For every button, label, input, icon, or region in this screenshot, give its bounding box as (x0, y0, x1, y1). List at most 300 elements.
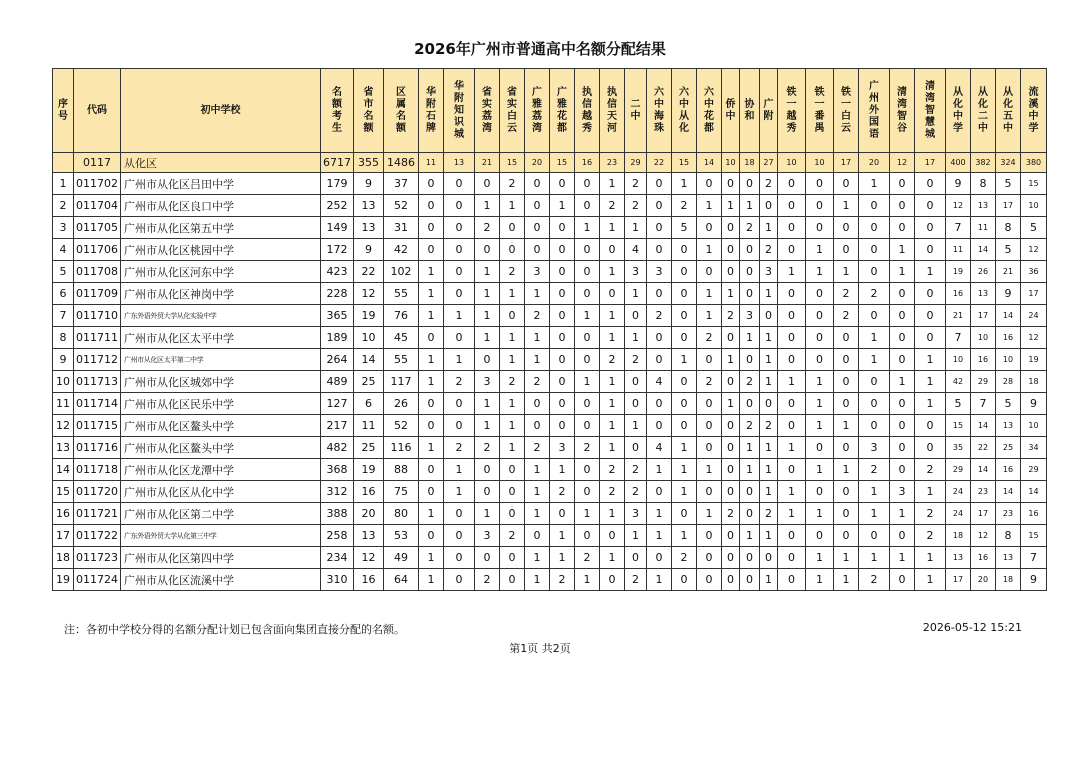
table-cell: 2 (760, 173, 778, 195)
table-cell: 0 (740, 547, 760, 569)
table-cell: 0 (806, 525, 834, 547)
column-header (121, 69, 321, 153)
table-cell: 0 (550, 173, 575, 195)
table-cell: 55 (384, 283, 419, 305)
table-cell: 18 (996, 569, 1021, 591)
table-cell: 2 (722, 305, 740, 327)
column-header-label: 广雅花都 (557, 86, 567, 134)
table-cell: 19 (1021, 349, 1047, 371)
column-header-label: 清湾智慧城 (925, 80, 935, 140)
table-cell: 广州市从化区龙潭中学 (121, 459, 321, 481)
table-cell: 6 (53, 283, 74, 305)
table-cell: 26 (971, 261, 996, 283)
table-cell: 0 (550, 327, 575, 349)
summary-cell: 15 (672, 153, 697, 173)
table-cell: 1 (419, 503, 444, 525)
table-cell: 0 (697, 415, 722, 437)
table-cell: 0 (600, 239, 625, 261)
table-cell: 0 (672, 503, 697, 525)
table-cell: 12 (53, 415, 74, 437)
table-cell: 1 (740, 525, 760, 547)
column-header (697, 69, 722, 153)
table-cell: 10 (996, 349, 1021, 371)
table-body (53, 153, 1047, 591)
table-cell: 2 (625, 459, 647, 481)
table-cell: 1 (722, 195, 740, 217)
table-cell: 264 (321, 349, 354, 371)
table-cell: 1 (740, 459, 760, 481)
table-cell: 0 (740, 569, 760, 591)
table-cell: 0 (575, 393, 600, 415)
table-cell: 1 (550, 525, 575, 547)
table-cell: 1 (419, 547, 444, 569)
table-cell: 0 (550, 305, 575, 327)
table-cell: 3 (760, 261, 778, 283)
table-cell: 1 (575, 503, 600, 525)
table-cell: 0 (806, 217, 834, 239)
table-cell: 0 (575, 459, 600, 481)
table-cell: 011713 (74, 371, 121, 393)
table-cell: 1 (525, 349, 550, 371)
table-cell: 23 (996, 503, 1021, 525)
column-header (834, 69, 859, 153)
table-cell: 1 (890, 503, 915, 525)
table-cell: 0 (550, 349, 575, 371)
table-cell: 2 (600, 349, 625, 371)
table-cell: 0 (419, 195, 444, 217)
table-cell: 2 (475, 569, 500, 591)
table-cell: 0 (419, 217, 444, 239)
column-header-label: 华附知识城 (454, 80, 464, 140)
table-cell: 0 (697, 393, 722, 415)
summary-cell: 355 (354, 153, 384, 173)
table-cell: 24 (946, 481, 971, 503)
summary-cell: 27 (760, 153, 778, 173)
table-cell: 172 (321, 239, 354, 261)
table-cell: 0 (915, 217, 946, 239)
table-cell: 1 (760, 481, 778, 503)
table-cell: 0 (915, 327, 946, 349)
table-cell: 0 (806, 305, 834, 327)
table-cell: 7 (53, 305, 74, 327)
table-cell: 0 (525, 525, 550, 547)
table-cell: 8 (996, 217, 1021, 239)
table-cell: 0 (834, 371, 859, 393)
column-header-label: 流溪中学 (1028, 86, 1039, 134)
table-cell: 1 (697, 239, 722, 261)
table-cell: 0 (778, 173, 806, 195)
column-header-label: 代码 (87, 104, 107, 116)
table-cell: 0 (722, 217, 740, 239)
table-cell: 0 (890, 459, 915, 481)
table-cell: 13 (946, 547, 971, 569)
table-cell: 0 (475, 349, 500, 371)
table-cell: 14 (971, 459, 996, 481)
table-cell: 0 (740, 503, 760, 525)
table-cell: 2 (500, 525, 525, 547)
table-cell: 0 (859, 217, 890, 239)
table-cell: 17 (53, 525, 74, 547)
table-cell: 1 (525, 569, 550, 591)
summary-cell: 1486 (384, 153, 419, 173)
table-cell: 217 (321, 415, 354, 437)
table-cell: 2 (625, 481, 647, 503)
table-cell: 0 (740, 173, 760, 195)
table-cell: 0 (697, 569, 722, 591)
table-cell: 1 (672, 349, 697, 371)
table-cell: 1 (806, 569, 834, 591)
table-cell: 0 (475, 239, 500, 261)
column-header-label: 清湾智谷 (897, 86, 907, 134)
table-cell: 0 (834, 327, 859, 349)
table-cell: 0 (575, 481, 600, 503)
table-cell: 1 (806, 261, 834, 283)
table-cell: 0 (697, 217, 722, 239)
table-cell: 011723 (74, 547, 121, 569)
column-header-label: 铁一白云 (841, 86, 851, 134)
table-cell: 0 (915, 305, 946, 327)
table-cell: 14 (996, 481, 1021, 503)
table-row (53, 195, 1047, 217)
table-cell: 0 (778, 283, 806, 305)
table-row (53, 327, 1047, 349)
table-cell: 19 (53, 569, 74, 591)
table-cell: 2 (500, 173, 525, 195)
table-cell: 12 (946, 195, 971, 217)
table-cell: 1 (525, 503, 550, 525)
table-cell: 9 (53, 349, 74, 371)
table-header (53, 69, 1047, 153)
table-cell: 0 (834, 503, 859, 525)
table-cell: 0 (444, 525, 475, 547)
table-cell: 0 (834, 393, 859, 415)
table-cell: 2 (760, 503, 778, 525)
table-cell: 36 (1021, 261, 1047, 283)
column-header-label: 省实荔湾 (482, 86, 492, 134)
table-cell: 0 (806, 327, 834, 349)
table-cell: 1 (500, 283, 525, 305)
table-cell: 1 (859, 349, 890, 371)
table-cell: 1 (915, 569, 946, 591)
table-cell: 1 (806, 415, 834, 437)
table-cell: 广东外语外贸大学从化实验中学 (121, 305, 321, 327)
summary-cell: 0117 (74, 153, 121, 173)
table-cell: 34 (1021, 437, 1047, 459)
table-cell: 52 (384, 195, 419, 217)
column-header-label: 从化二中 (978, 86, 988, 134)
table-cell: 0 (778, 415, 806, 437)
table-cell: 广州市从化区从化中学 (121, 481, 321, 503)
table-cell: 35 (946, 437, 971, 459)
table-cell: 14 (996, 305, 1021, 327)
column-header-label: 广附 (763, 98, 774, 122)
table-cell: 0 (647, 349, 672, 371)
table-cell: 3 (475, 525, 500, 547)
table-cell: 2 (625, 195, 647, 217)
summary-cell: 16 (575, 153, 600, 173)
table-cell: 1 (778, 261, 806, 283)
table-cell: 1 (647, 569, 672, 591)
page-title: 2026年广州市普通高中名额分配结果 (414, 40, 666, 58)
table-cell: 0 (890, 349, 915, 371)
table-cell: 16 (996, 327, 1021, 349)
table-cell: 15 (1021, 525, 1047, 547)
table-cell: 011712 (74, 349, 121, 371)
table-cell: 0 (525, 173, 550, 195)
table-cell: 127 (321, 393, 354, 415)
table-cell: 3 (525, 261, 550, 283)
table-cell: 1 (672, 173, 697, 195)
table-cell: 0 (550, 371, 575, 393)
table-cell: 0 (672, 371, 697, 393)
table-cell: 0 (859, 371, 890, 393)
table-cell: 1 (806, 239, 834, 261)
table-cell: 0 (722, 459, 740, 481)
table-cell: 011710 (74, 305, 121, 327)
table-cell: 1 (500, 195, 525, 217)
table-cell: 0 (722, 327, 740, 349)
table-cell: 0 (500, 459, 525, 481)
table-cell: 1 (859, 173, 890, 195)
table-row (53, 503, 1047, 525)
table-cell: 9 (996, 283, 1021, 305)
table-cell: 2 (740, 217, 760, 239)
table-cell: 16 (971, 547, 996, 569)
table-cell: 广州市从化区太平中学 (121, 327, 321, 349)
table-cell: 0 (722, 173, 740, 195)
summary-cell: 12 (890, 153, 915, 173)
column-header-label: 执信天河 (607, 86, 617, 134)
table-cell: 1 (890, 239, 915, 261)
table-cell: 1 (550, 195, 575, 217)
table-cell: 0 (890, 173, 915, 195)
table-cell: 0 (890, 327, 915, 349)
table-cell: 0 (890, 525, 915, 547)
table-cell: 1 (806, 459, 834, 481)
table-cell: 广州市从化区太平第二中学 (121, 349, 321, 371)
table-cell: 011721 (74, 503, 121, 525)
table-row (53, 217, 1047, 239)
table-cell: 0 (525, 239, 550, 261)
table-cell: 0 (575, 525, 600, 547)
table-cell: 0 (419, 393, 444, 415)
table-row (53, 371, 1047, 393)
column-header (859, 69, 890, 153)
table-cell: 0 (915, 437, 946, 459)
table-cell: 25 (354, 371, 384, 393)
table-cell: 258 (321, 525, 354, 547)
table-cell: 0 (778, 327, 806, 349)
table-cell: 0 (859, 305, 890, 327)
table-cell: 25 (996, 437, 1021, 459)
table-cell: 0 (778, 459, 806, 481)
table-row (53, 481, 1047, 503)
table-cell: 011724 (74, 569, 121, 591)
table-cell: 1 (475, 327, 500, 349)
table-cell: 21 (996, 261, 1021, 283)
table-cell: 19 (354, 459, 384, 481)
summary-cell: 10 (778, 153, 806, 173)
table-cell: 189 (321, 327, 354, 349)
table-cell: 0 (500, 481, 525, 503)
table-cell: 0 (722, 547, 740, 569)
table-cell: 0 (550, 239, 575, 261)
table-cell: 1 (444, 481, 475, 503)
table-cell: 1 (419, 261, 444, 283)
table-cell: 2 (600, 481, 625, 503)
table-cell: 7 (946, 217, 971, 239)
table-cell: 2 (647, 305, 672, 327)
table-cell: 1 (740, 195, 760, 217)
table-cell: 1 (697, 503, 722, 525)
table-cell: 0 (672, 261, 697, 283)
table-cell: 0 (444, 173, 475, 195)
table-cell: 1 (625, 283, 647, 305)
summary-cell: 11 (419, 153, 444, 173)
table-cell: 1 (600, 173, 625, 195)
table-cell: 0 (575, 195, 600, 217)
table-cell: 2 (53, 195, 74, 217)
table-cell: 2 (575, 547, 600, 569)
table-cell: 0 (647, 481, 672, 503)
table-cell: 0 (722, 239, 740, 261)
table-cell: 广州市从化区流溪中学 (121, 569, 321, 591)
table-cell: 53 (384, 525, 419, 547)
column-header (647, 69, 672, 153)
summary-cell: 380 (1021, 153, 1047, 173)
table-cell: 10 (354, 327, 384, 349)
table-cell: 0 (697, 261, 722, 283)
table-cell: 52 (384, 415, 419, 437)
table-cell: 12 (354, 283, 384, 305)
table-cell: 2 (672, 195, 697, 217)
table-cell: 1 (419, 283, 444, 305)
table-cell: 011720 (74, 481, 121, 503)
table-cell: 0 (834, 217, 859, 239)
column-header-label: 铁一越秀 (786, 86, 797, 134)
table-cell: 11 (354, 415, 384, 437)
table-cell: 0 (722, 525, 740, 547)
table-cell: 2 (550, 569, 575, 591)
summary-cell: 21 (475, 153, 500, 173)
table-cell: 15 (53, 481, 74, 503)
table-cell: 4 (647, 371, 672, 393)
table-cell: 1 (834, 569, 859, 591)
table-cell: 2 (859, 569, 890, 591)
table-cell: 0 (419, 415, 444, 437)
table-cell: 234 (321, 547, 354, 569)
table-cell: 1 (915, 481, 946, 503)
table-cell: 88 (384, 459, 419, 481)
table-cell: 2 (760, 239, 778, 261)
column-header-label: 侨中 (725, 98, 736, 122)
column-header-label: 初中学校 (200, 104, 241, 116)
column-header (53, 69, 74, 153)
allocation-table (52, 68, 1047, 591)
table-cell: 广州市从化区第四中学 (121, 547, 321, 569)
column-header (915, 69, 946, 153)
table-cell: 28 (996, 371, 1021, 393)
table-cell: 011702 (74, 173, 121, 195)
table-cell: 16 (971, 349, 996, 371)
table-cell: 1 (760, 437, 778, 459)
table-cell: 2 (575, 437, 600, 459)
table-cell: 0 (806, 349, 834, 371)
table-cell: 13 (354, 217, 384, 239)
table-cell: 0 (859, 525, 890, 547)
table-cell: 0 (647, 217, 672, 239)
table-cell: 1 (550, 459, 575, 481)
table-cell: 3 (550, 437, 575, 459)
table-cell: 1 (600, 371, 625, 393)
table-cell: 0 (890, 217, 915, 239)
table-cell: 1 (525, 327, 550, 349)
table-cell: 1 (760, 349, 778, 371)
table-cell: 0 (915, 283, 946, 305)
table-cell: 0 (697, 481, 722, 503)
table-cell: 0 (575, 173, 600, 195)
table-cell: 1 (600, 415, 625, 437)
table-cell: 2 (740, 371, 760, 393)
table-cell: 1 (600, 503, 625, 525)
table-cell: 1 (697, 283, 722, 305)
table-cell: 1 (475, 305, 500, 327)
table-cell: 0 (890, 415, 915, 437)
summary-cell: 6717 (321, 153, 354, 173)
table-cell: 1 (915, 393, 946, 415)
table-cell: 1 (600, 327, 625, 349)
table-cell: 8 (971, 173, 996, 195)
table-cell: 1 (672, 481, 697, 503)
table-cell: 011711 (74, 327, 121, 349)
table-cell: 0 (419, 481, 444, 503)
table-cell: 2 (859, 283, 890, 305)
table-cell: 4 (647, 437, 672, 459)
table-cell: 0 (550, 503, 575, 525)
table-cell: 0 (444, 393, 475, 415)
table-cell: 3 (859, 437, 890, 459)
summary-cell: 从化区 (121, 153, 321, 173)
table-cell: 0 (859, 261, 890, 283)
table-cell: 0 (834, 173, 859, 195)
table-cell: 0 (575, 283, 600, 305)
table-cell: 55 (384, 349, 419, 371)
table-cell: 22 (354, 261, 384, 283)
table-cell: 1 (722, 283, 740, 305)
table-cell: 0 (575, 327, 600, 349)
table-cell: 011709 (74, 283, 121, 305)
table-cell: 0 (760, 393, 778, 415)
table-cell: 0 (525, 415, 550, 437)
summary-cell: 23 (600, 153, 625, 173)
table-cell: 1 (500, 349, 525, 371)
table-cell: 1 (806, 371, 834, 393)
table-cell: 0 (697, 547, 722, 569)
table-cell: 0 (672, 393, 697, 415)
column-header-label: 广雅荔湾 (532, 86, 542, 134)
table-cell: 0 (444, 569, 475, 591)
column-header-label: 六中从化 (679, 86, 689, 134)
table-cell: 26 (384, 393, 419, 415)
table-cell: 0 (444, 217, 475, 239)
table-cell: 2 (525, 305, 550, 327)
table-cell: 13 (971, 283, 996, 305)
column-header-label: 二中 (630, 98, 641, 122)
table-row (53, 283, 1047, 305)
table-cell: 16 (53, 503, 74, 525)
table-cell: 0 (834, 525, 859, 547)
table-cell: 2 (697, 327, 722, 349)
